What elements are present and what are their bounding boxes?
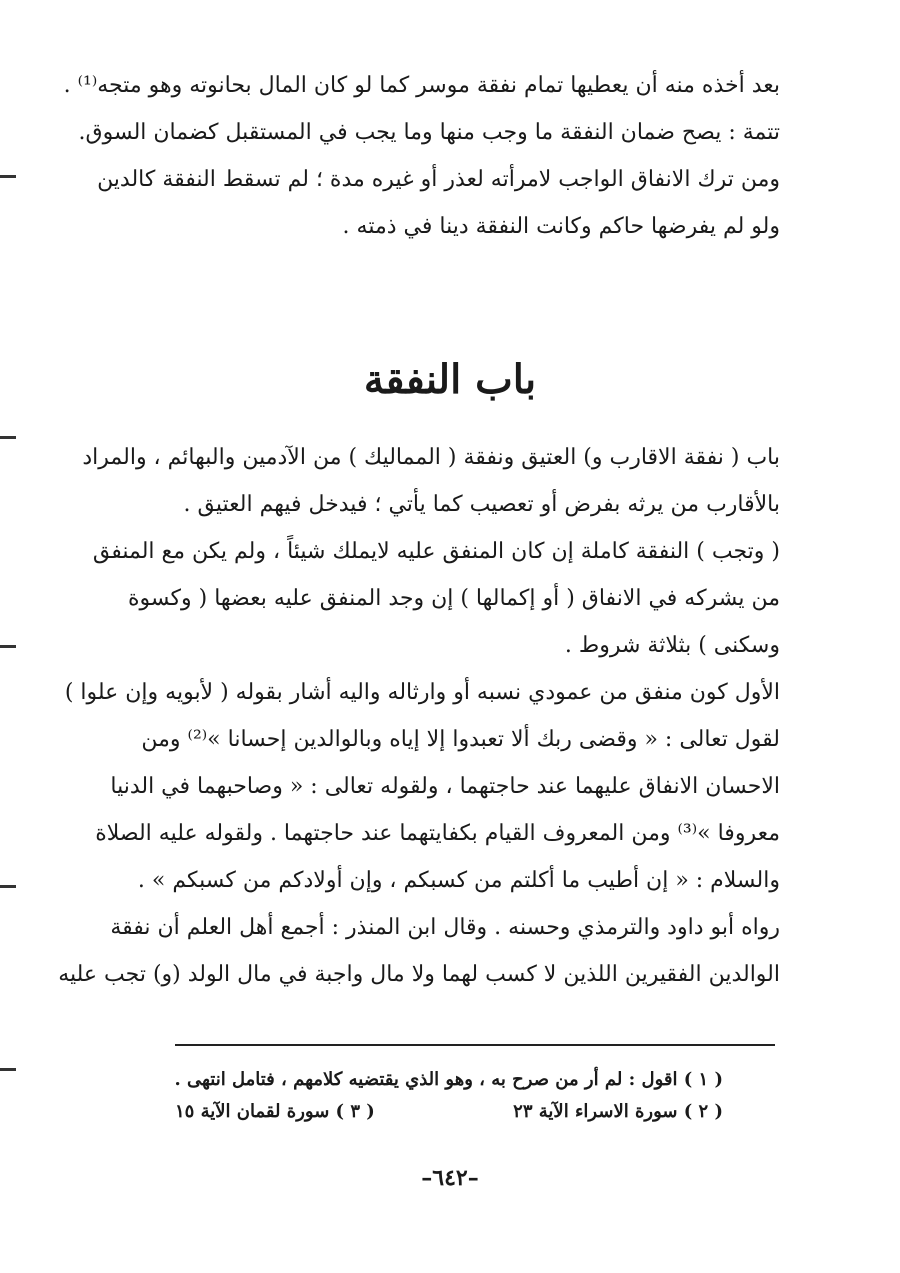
text-line: رواه أبو داود والترمذي وحسنه . وقال ابن المنذر : أجمع أهل العلم أن نفقة — [110, 915, 780, 940]
footnote-row — [175, 1096, 723, 1128]
page-number: –٦٤٢– — [421, 1165, 479, 1191]
text-line: باب ( نفقة الاقارب و) العتيق ونفقة ( المماليك ) من الآدمين والبهائم ، والمراد — [82, 445, 780, 470]
text-line: ولو لم يفرضها حاكم وكانت النفقة دينا في ذمته . — [342, 214, 780, 239]
text-line: الاحسان الانفاق عليهما عند حاجتهما ، ولقوله تعالى : « وصاحبهما في الدنيا — [110, 774, 780, 799]
text-line: من يشركه في الانفاق ( أو إكمالها ) إن وجد المنفق عليه بعضها ( وكسوة — [128, 586, 780, 611]
footnote-3: ( ٣ ) سورة لقمان الآية ١٥ — [175, 1101, 375, 1122]
footnotes — [175, 1064, 723, 1128]
text-line: بعد أخذه منه أن يعطيها تمام نفقة موسر كما لو كان المال بحانوته وهو متجه⁽¹⁾ . — [63, 73, 780, 98]
text-line: وسكنى ) بثلاثة شروط . — [564, 633, 780, 658]
footnote-1: ( ١ ) اقول : لم أر من صرح به ، وهو الذي يقتضيه كلامهم ، فتامل انتهى . — [174, 1069, 723, 1090]
text-line: معروفا »⁽³⁾ ومن المعروف القيام بكفايتهما عند حاجتهما . ولقوله عليه الصلاة — [95, 821, 780, 846]
text-line: ( وتجب ) النفقة كاملة إن كان المنفق عليه لايملك شيئاً ، ولم يكن مع المنفق — [92, 539, 780, 564]
footnote-divider — [175, 1044, 775, 1046]
section-heading: باب النفقة — [363, 356, 537, 403]
continuation-text — [63, 62, 780, 250]
footnote-2: ( ٢ ) سورة الاسراء الآية ٢٣ — [513, 1101, 723, 1122]
main-text — [58, 434, 780, 998]
margin-tick — [0, 175, 16, 178]
text-line: لقول تعالى : « وقضى ربك ألا تعبدوا إلا إياه وبالوالدين إحسانا »⁽²⁾ ومن — [141, 727, 780, 752]
text-line: ومن ترك الانفاق الواجب لامرأته لعذر أو غيره مدة ؛ لم تسقط النفقة كالدين — [97, 167, 780, 192]
text-line: الوالدين الفقيرين اللذين لا كسب لهما ولا مال واجبة في مال الولد (و) تجب عليه — [58, 962, 780, 987]
text-line: والسلام : « إن أطيب ما أكلتم من كسبكم ، وإن أولادكم من كسبكم » . — [137, 868, 780, 893]
margin-tick — [0, 645, 16, 648]
text-line: الأول كون منفق من عمودي نسبه أو وارثاله واليه أشار بقوله ( لأبويه وإن علوا ) — [64, 680, 780, 705]
text-line: بالأقارب من يرثه بفرض أو تعصيب كما يأتي ؛ فيدخل فيهم العتيق . — [183, 492, 780, 517]
margin-tick — [0, 885, 16, 888]
text-line: تتمة : يصح ضمان النفقة ما وجب منها وما يجب في المستقبل كضمان السوق. — [78, 120, 780, 145]
margin-tick — [0, 436, 16, 439]
margin-tick — [0, 1068, 16, 1071]
